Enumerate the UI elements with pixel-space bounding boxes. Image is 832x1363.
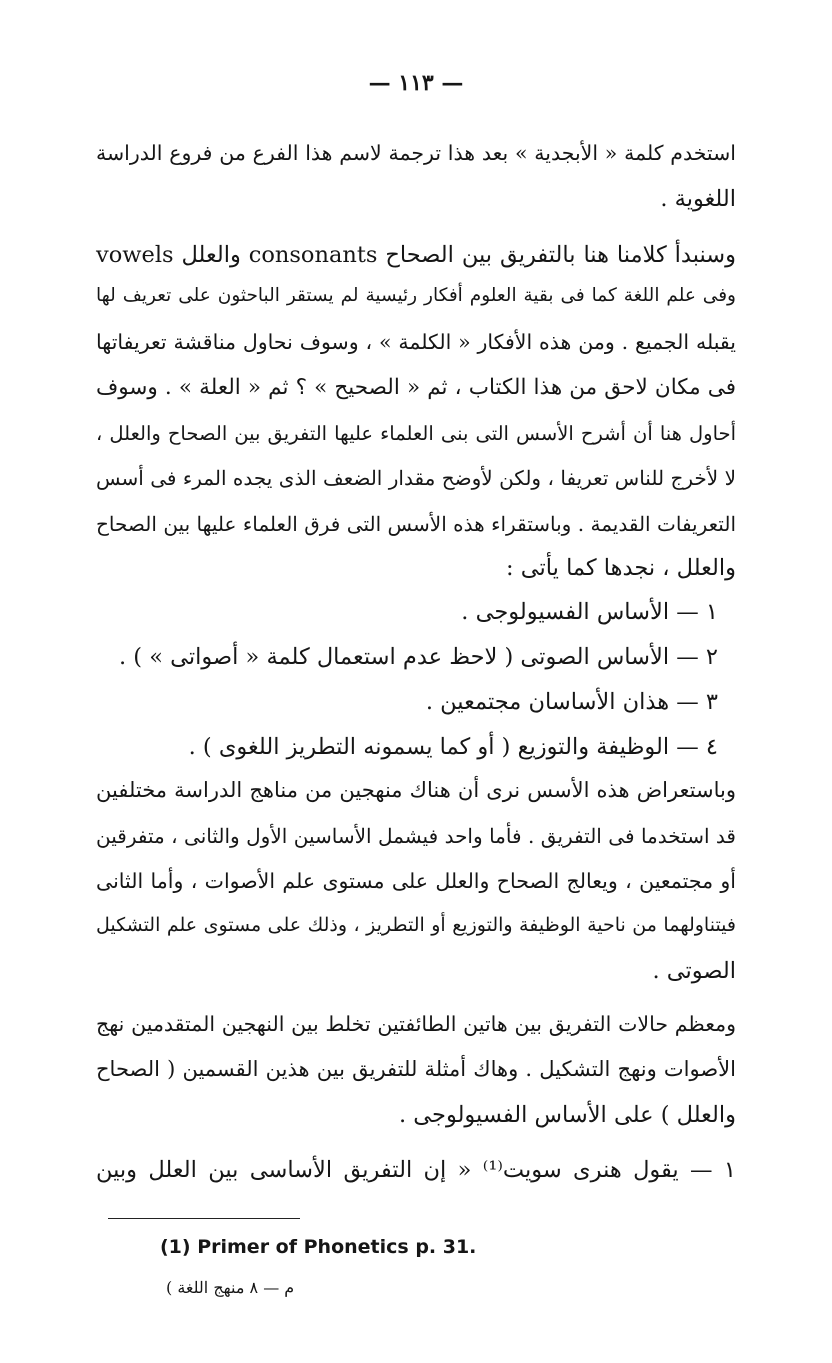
footnote-divider	[108, 1218, 300, 1219]
text-line: والعلل ) على الأساس الفسيولوجى .	[398, 1102, 736, 1128]
text-line: لا لأخرج للناس تعريفا ، ولكن لأوضح مقدار الضعف الذى يجده المرء فى أسس	[96, 466, 736, 490]
text-line: الصوتى .	[652, 958, 736, 984]
text-line: وفى علم اللغة كما فى بقية العلوم أفكار رئيسية لم يستقر الباحثون على تعريف لها	[96, 285, 736, 306]
text-line: وباستعراض هذه الأسس نرى أن هناك منهجين من مناهج الدراسة مختلفين	[96, 778, 736, 802]
footnote: (1) Primer of Phonetics p. 31.	[160, 1236, 477, 1258]
text-line: أحاول هنا أن أشرح الأسس التى بنى العلماء عليها التفريق بين الصحاح والعلل ،	[96, 422, 736, 445]
text-line: والعلل ، نجدها كما يأتى :	[506, 555, 736, 581]
text-line: قد استخدما فى التفريق . فأما واحد فيشمل الأساسين الأول والثانى ، متفرقين	[96, 824, 736, 848]
text-line: وسنبدأ كلامنا هنا بالتفريق بين الصحاح consonants والعلل vowels	[96, 242, 737, 268]
text-line: اللغوية .	[660, 186, 736, 212]
list-item: ٢ — الأساس الصوتى ( لاحظ عدم استعمال كلمة « أصواتى » ) .	[118, 644, 718, 670]
text-line: الأصوات ونهج التشكيل . وهاك أمثلة للتفريق بين هذين القسمين ( الصحاح	[96, 1057, 736, 1081]
text-line: يقبله الجميع . ومن هذه الأفكار « الكلمة » ، وسوف نحاول مناقشة تعريفاتها	[96, 330, 736, 354]
text-line: التعريفات القديمة . وباستقراء هذه الأسس التى فرق العلماء عليها بين الصحاح	[96, 512, 736, 536]
text-line: فى مكان لاحق من هذا الكتاب ، ثم « الصحيح » ؟ ثم « العلة » . وسوف	[96, 375, 736, 400]
text-line: فيتناولهما من ناحية الوظيفة والتوزيع أو التطريز ، وذلك على مستوى علم التشكيل	[96, 914, 736, 936]
text-line: استخدم كلمة « الأبجدية » بعد هذا ترجمة لاسم هذا الفرع من فروع الدراسة	[96, 141, 736, 165]
text-line: ١ — يقول هنرى سويت⁽¹⁾ « إن التفريق الأساسى بين العلل وبين	[96, 1157, 736, 1183]
list-item: ٤ — الوظيفة والتوزيع ( أو كما يسمونه التطريز اللغوى ) .	[188, 734, 718, 760]
list-item: ٣ — هذان الأساسان مجتمعين .	[425, 689, 718, 715]
text-line: ومعظم حالات التفريق بين هاتين الطائفتين تخلط بين النهجين المتقدمين نهج	[96, 1012, 736, 1036]
page-number: — ١١٣ —	[368, 70, 464, 96]
signature-mark: م — ٨ منهج اللغة )	[166, 1278, 295, 1297]
text-line: أو مجتمعين ، ويعالج الصحاح والعلل على مستوى علم الأصوات ، وأما الثانى	[96, 869, 736, 893]
list-item: ١ — الأساس الفسيولوجى .	[461, 599, 718, 625]
